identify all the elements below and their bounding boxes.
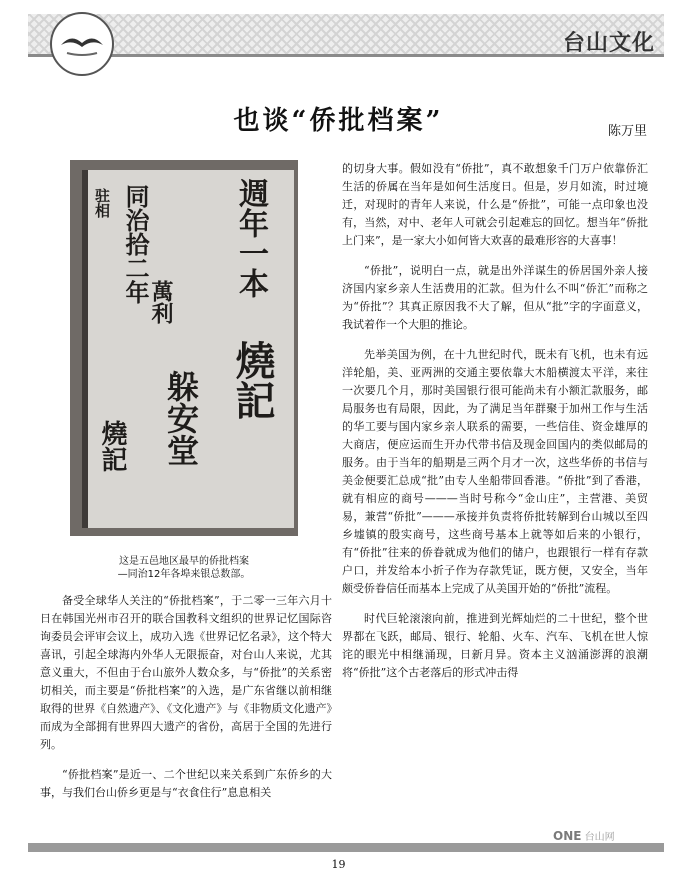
page-number: 19	[331, 858, 346, 871]
photo-caption	[70, 555, 298, 581]
watermark-url: www.75one.cn	[553, 844, 627, 855]
inscription: 躲安堂	[162, 370, 200, 466]
right-column	[342, 160, 648, 694]
paragraph: 的切身大事。假如没有“侨批”，真不敢想象千门万户依靠侨汇生活的侨属在当年是如何生活度日。但是，岁月如流，时过境迁，对现时的青年人来说，什么是“侨批”，可能一点印象也没有，当然，对中、老年人可就会引起难忘的回忆。想当年“侨批上门来”，是一家大小如何皆大欢喜的最难形容的大喜事！	[342, 162, 648, 247]
inscription: 燒記	[229, 340, 276, 420]
inscription: 驻相	[93, 188, 111, 218]
archive-photo	[70, 160, 298, 536]
section-label: 台山文化	[562, 31, 655, 56]
paragraph: 时代巨轮滚滚向前，推进到光辉灿烂的二十世纪，整个世界都在飞跃，邮局、银行、轮船、火车、汽车、飞机在世人惊诧的眼光中相继涌现，日新月异。资本主义汹涌澎湃的浪潮将“侨批”这个古老落后的形式冲击得	[342, 612, 648, 679]
watermark-logo: ONE	[553, 829, 582, 843]
article-title: 也谈“侨批档案”	[233, 106, 444, 136]
paragraph: “侨批”，说明白一点，就是出外洋谋生的侨居国外亲人接济国内家乡亲人生活费用的汇款。但为什么不叫“侨汇”而称之为“侨批”？其真正原因我不大了解，但从“批”字的字面意义，我试着作一个大胆的推论。	[342, 264, 648, 331]
seagull-icon	[59, 27, 105, 61]
inscription: 燒記	[97, 420, 127, 472]
inscription: 同治拾二年	[121, 184, 150, 304]
inscription: 週年一本	[233, 178, 268, 298]
paragraph: 先举美国为例，在十九世纪时代，既未有飞机，也未有远洋轮船，美、亚两洲的交通主要依靠大木船横渡太平洋，来往一次要几个月，那时美国银行很可能尚未有小额汇款服务，邮局服务也有局限，因此，为了满足当年群聚于加州工作与生活的华工要与国内家乡亲人联系的需要，一些信佳、资金雄厚的大商店，便应运而生开办代带书信及现金回国内的类似邮局的服务。由于当年的船期是三两个月才一次，这些华侨的书信与美金便要汇总成“批”由专人坐船带回香港。“侨批”到了香港，就有相应的商号———当时号称今“金山庄”，主营港、美贸易，兼营“侨批”———承接并负责将侨批转解到台山城以至四乡墟镇的殷实商号，这些商号基本上就等如后来的小银行，有“侨批”往来的侨眷就成为他们的储户，也跟银行一样有存款户口，并发给本小折子作为存款凭证，既方便，又安全，当年颇受侨眷信任而基本上完成了从美国开始的“侨批”流程。	[342, 348, 648, 595]
caption-line: —同治12年各埠来银总数部。	[117, 569, 251, 580]
magazine-logo	[50, 12, 114, 76]
paragraph: “侨批档案”是近一、二个世纪以来关系到广东侨乡的大事，与我们台山侨乡更是与“衣食住行”息息相关	[40, 768, 332, 799]
left-column	[40, 592, 332, 814]
watermark-text: 台山网	[584, 832, 615, 843]
author-name: 陈万里	[607, 124, 647, 139]
inscription: 萬利	[148, 280, 174, 324]
watermark	[553, 830, 626, 856]
archive-document	[82, 170, 294, 528]
caption-line: 这是五邑地区最早的侨批档案	[119, 556, 249, 567]
paragraph: 备受全球华人关注的“侨批档案”，于二零一三年六月十日在韩国光州市召开的联合国教科文组织的世界记忆国际咨询委员会评审会议上，成功入选《世界记忆名录》，这个特大喜讯，引起全球海内外华人无限振奋，对台山人来说，尤其意义重大，不但由于台山旅外人数众多，与“侨批”的关系密切相关，而主要是“侨批档案”的入选，是广东省继以前相继取得的世界《自然遗产》、《文化遗产》与《非物质文化遗产》而成为全部拥有世界四大遗产的省份，高居于全国的先进行列。	[40, 594, 332, 751]
